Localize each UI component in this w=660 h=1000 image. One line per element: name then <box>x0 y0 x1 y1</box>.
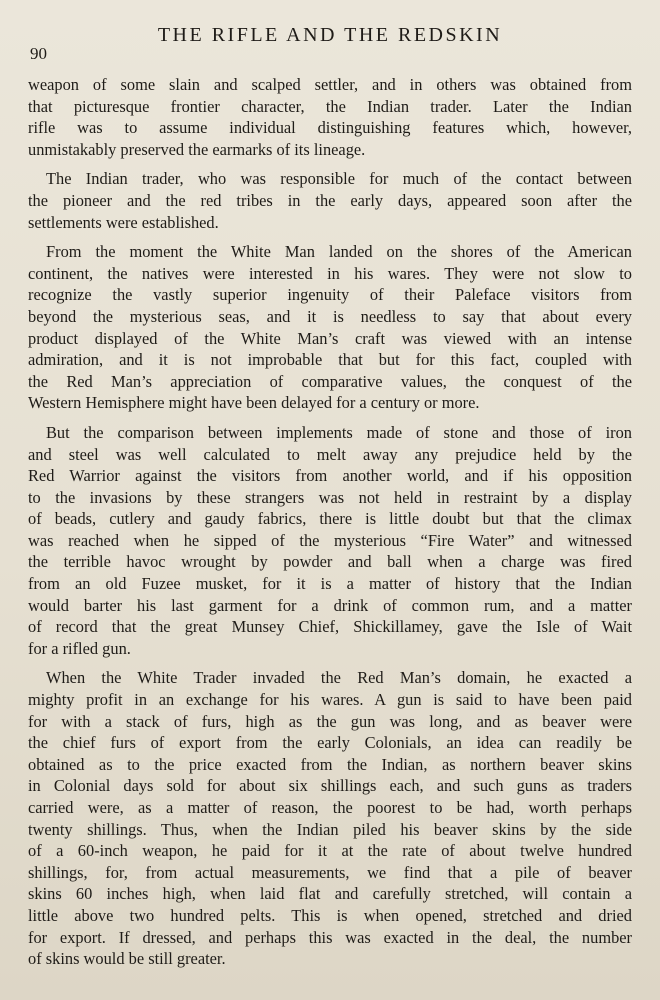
text-line: admiration, and it is not improbable that but for this fact, coupled with <box>28 350 632 370</box>
paragraph-4 <box>28 422 632 660</box>
text-line: carried were, as a matter of reason, the poorest to be had, worth perhaps <box>28 798 632 817</box>
text-line: When the White Trader invaded the Red Man’s domain, he exacted a <box>46 668 632 688</box>
text-line: for export. If dressed, and perhaps this was exacted in the deal, the number <box>28 927 632 947</box>
text-line: would barter his last garment for a drink of common rum, and a matter <box>28 595 632 615</box>
text-line: the Red Man’s appreciation of comparative values, the conquest of the <box>28 371 632 391</box>
text-line: Western Hemisphere might have been delayed for a century or more. <box>28 393 480 413</box>
body-text <box>28 74 632 978</box>
text-line: of record that the great Munsey Chief, Shickillamey, gave the Isle of Wait <box>28 617 632 637</box>
text-line: the pioneer and the red tribes in the early days, appeared soon after the <box>28 190 632 210</box>
paragraph-5 <box>28 667 632 969</box>
text-line: of skins would be still greater. <box>28 949 226 969</box>
text-line: twenty shillings. Thus, when the Indian piled his beaver skins by the side <box>28 819 632 839</box>
text-line: that picturesque frontier character, the Indian trader. Later the Indian <box>28 96 632 116</box>
text-line: for a rifled gun. <box>28 638 131 658</box>
running-title: THE RIFLE AND THE REDSKIN <box>157 24 503 46</box>
text-line: settlements were established. <box>28 212 219 232</box>
text-line: to the invasions by these strangers was not held in restraint by a display <box>28 487 632 507</box>
text-line: product displayed of the White Man’s craft was viewed with an intense <box>28 328 632 348</box>
paragraph-3 <box>28 241 632 414</box>
paragraph-1 <box>28 74 632 160</box>
text-line: But the comparison between implements made of stone and those of iron <box>46 422 632 442</box>
text-line: was reached when he sipped of the mysterious “Fire Water” and witnessed <box>28 530 632 550</box>
text-line: continent, the natives were interested in his wares. They were not slow to <box>28 263 632 283</box>
text-line: obtained as to the price exacted from the Indian, as northern beaver skins <box>28 754 632 774</box>
page-number: 90 <box>30 44 47 63</box>
text-line: The Indian trader, who was responsible for much of the contact between <box>46 169 632 189</box>
text-line: of a 60-inch weapon, he paid for it at the rate of about twelve hundred <box>28 841 632 861</box>
text-line: from an old Fuzee musket, for it is a matter of history that the Indian <box>28 574 632 594</box>
text-line: weapon of some slain and scalped settler, and in others was obtained from <box>28 75 632 94</box>
text-line: little above two hundred pelts. This is when opened, stretched and dried <box>28 905 632 925</box>
text-line: skins 60 inches high, when laid flat and carefully stretched, will contain a <box>28 884 632 904</box>
text-line: the terrible havoc wrought by powder and ball when a charge was fired <box>28 552 632 572</box>
text-line: of beads, cutlery and gaudy fabrics, there is little doubt but that the climax <box>28 509 632 529</box>
text-line: beyond the mysterious seas, and it is needless to say that about every <box>28 306 632 326</box>
text-line: in Colonial days sold for about six shillings each, and such guns as traders <box>28 776 632 796</box>
text-line: recognize the vastly superior ingenuity of their Paleface visitors from <box>28 285 632 305</box>
text-line: rifle was to assume individual distinguishing features which, however, <box>28 118 632 138</box>
text-line: and steel was well calculated to melt away any prejudice held by the <box>28 444 632 464</box>
text-line: mighty profit in an exchange for his wares. A gun is said to have been paid <box>28 690 632 710</box>
text-line: Red Warrior against the visitors from another world, and if his opposition <box>28 466 632 486</box>
text-line: shillings, for, from actual measurements, we find that a pile of beaver <box>28 862 632 882</box>
paragraph-2 <box>28 168 632 233</box>
text-line: for with a stack of furs, high as the gun was long, and as beaver were <box>28 711 632 731</box>
text-line: unmistakably preserved the earmarks of its lineage. <box>28 139 366 159</box>
text-line: From the moment the White Man landed on the shores of the American <box>46 242 632 262</box>
text-line: the chief furs of export from the early Colonials, an idea can readily be <box>28 733 632 753</box>
